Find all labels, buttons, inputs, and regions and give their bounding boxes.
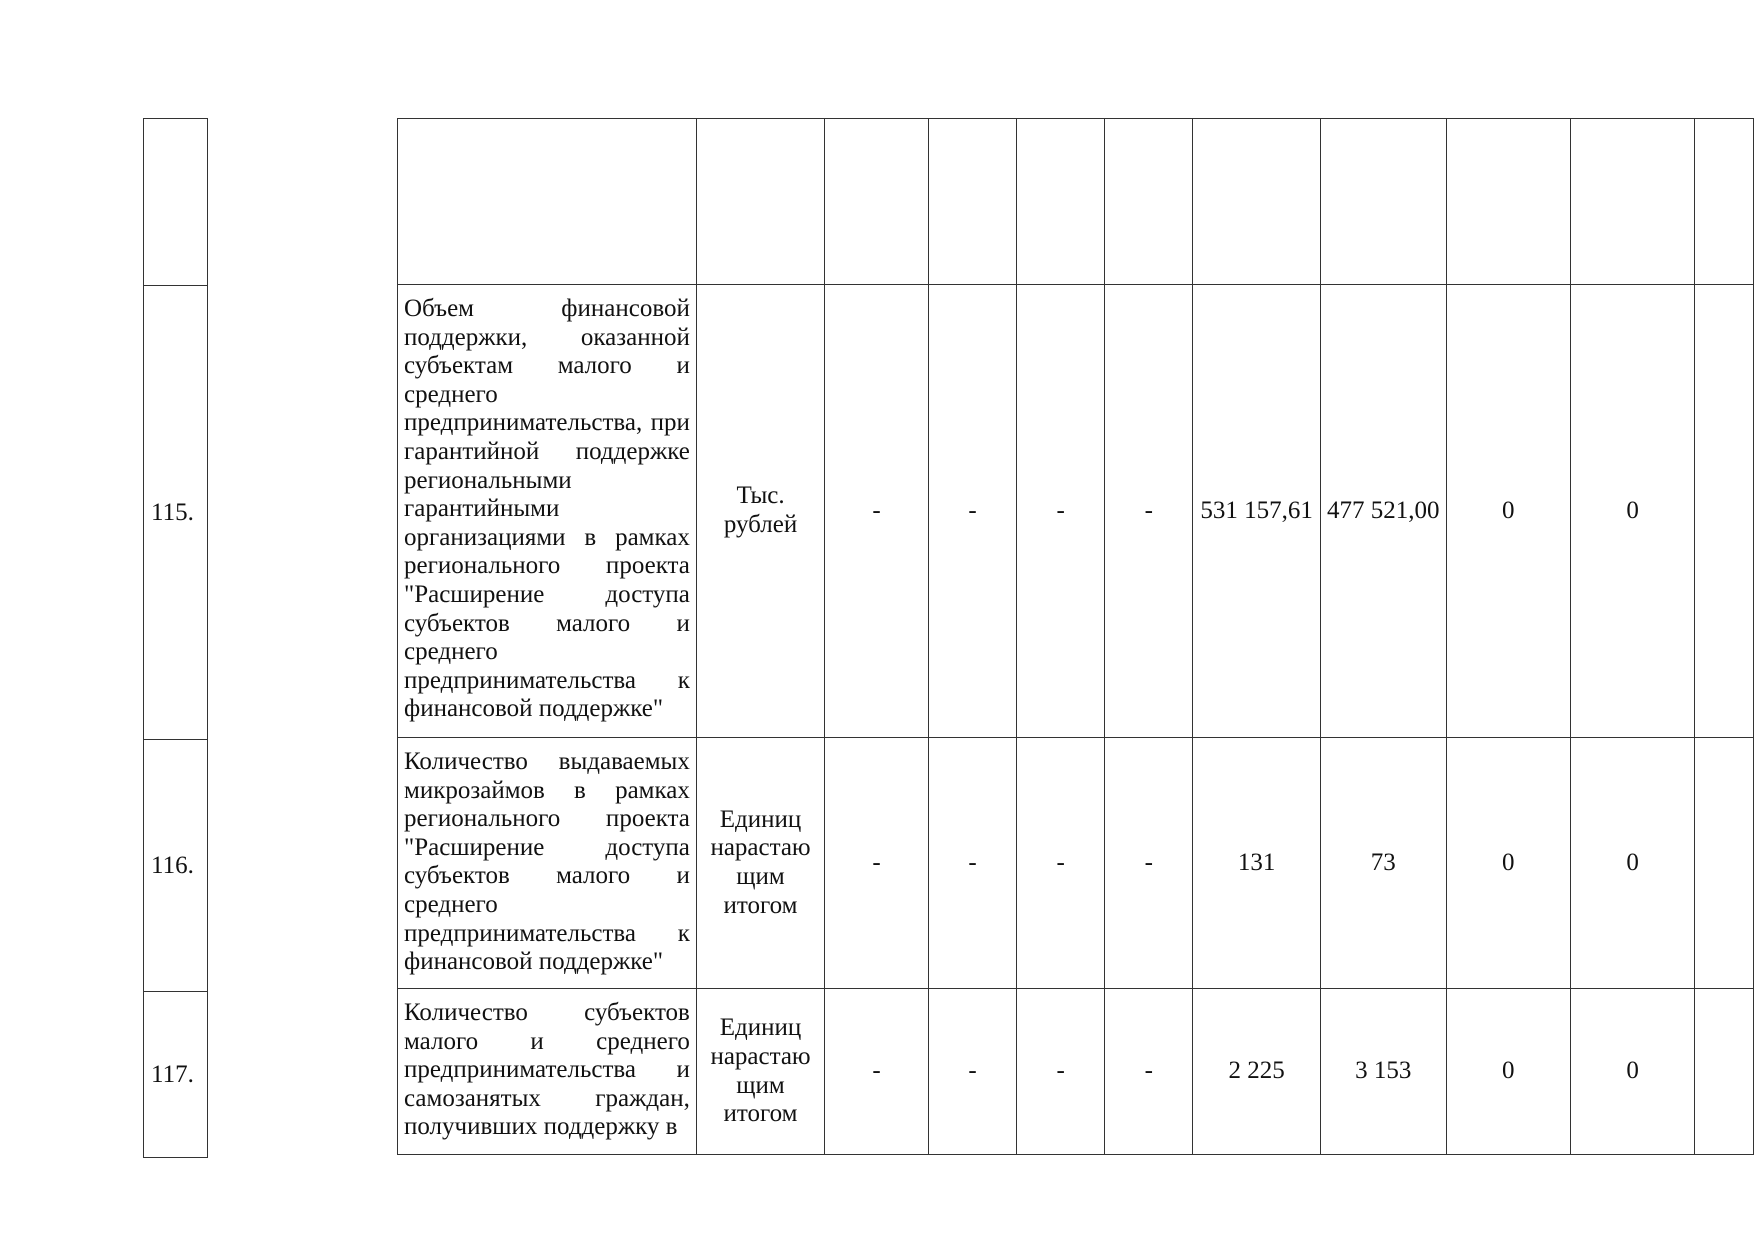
row-number-header-cell xyxy=(144,119,208,286)
table-row xyxy=(398,738,1754,989)
value-cell xyxy=(1695,989,1754,1155)
value-cell: - xyxy=(928,738,1016,989)
header-cell xyxy=(696,119,824,285)
value-cell: - xyxy=(1105,738,1193,989)
header-cell xyxy=(1105,119,1193,285)
header-cell xyxy=(1695,119,1754,285)
unit-cell: Тыс. рублей xyxy=(696,285,824,738)
table-row xyxy=(144,992,208,1158)
table-row xyxy=(144,286,208,740)
unit-cell: Единиц нарастаю щим итогом xyxy=(696,989,824,1155)
description-text: Количество субъектов малого и среднего предпринимательства и самозанятых граждан, получивших поддержку в xyxy=(404,999,690,1141)
description-cell xyxy=(398,738,697,989)
value-cell: 0 xyxy=(1446,738,1570,989)
value-cell: 0 xyxy=(1446,989,1570,1155)
value-cell: - xyxy=(1017,989,1105,1155)
value-cell: 0 xyxy=(1570,989,1694,1155)
table-row xyxy=(398,285,1754,738)
header-cell xyxy=(825,119,929,285)
value-cell: - xyxy=(1105,285,1193,738)
header-cell xyxy=(398,119,697,285)
table-row xyxy=(144,740,208,992)
value-cell: - xyxy=(1017,738,1105,989)
value-cell: 73 xyxy=(1320,738,1446,989)
value-cell xyxy=(1695,285,1754,738)
indicators-table xyxy=(397,118,1754,1155)
row-number-cell: 115. xyxy=(144,286,208,740)
header-cell xyxy=(1570,119,1694,285)
value-cell: 0 xyxy=(1570,738,1694,989)
row-number-cell: 117. xyxy=(144,992,208,1158)
header-cell xyxy=(1320,119,1446,285)
value-cell: - xyxy=(928,989,1016,1155)
value-cell xyxy=(1695,738,1754,989)
value-cell: - xyxy=(825,738,929,989)
value-cell: - xyxy=(1017,285,1105,738)
header-cell xyxy=(928,119,1016,285)
row-number-cell: 116. xyxy=(144,740,208,992)
row-number-table xyxy=(143,118,208,1158)
value-cell: 3 153 xyxy=(1320,989,1446,1155)
table-row xyxy=(398,989,1754,1155)
header-cell xyxy=(1193,119,1321,285)
table-header-row xyxy=(398,119,1754,285)
row-number-header xyxy=(144,119,208,286)
value-cell: 0 xyxy=(1570,285,1694,738)
unit-cell: Единиц нарастаю щим итогом xyxy=(696,738,824,989)
header-cell xyxy=(1446,119,1570,285)
value-cell: 477 521,00 xyxy=(1320,285,1446,738)
value-cell: 0 xyxy=(1446,285,1570,738)
value-cell: - xyxy=(825,989,929,1155)
description-cell xyxy=(398,989,697,1155)
description-cell xyxy=(398,285,697,738)
value-cell: 131 xyxy=(1193,738,1321,989)
value-cell: - xyxy=(825,285,929,738)
value-cell: - xyxy=(1105,989,1193,1155)
value-cell: 531 157,61 xyxy=(1193,285,1321,738)
description-text: Объем финансовой поддержки, оказанной субъектам малого и среднего предпринимательства, при гарантийной поддержке региональными гарантийными организациями в рамках регионального проекта "Расширение доступа субъектов малого и среднего предпринимательства к финансовой поддержке" xyxy=(404,295,690,723)
description-text: Количество выдаваемых микрозаймов в рамках регионального проекта "Расширение доступа субъектов малого и среднего предпринимательства к финансовой поддержке" xyxy=(404,748,690,976)
value-cell: 2 225 xyxy=(1193,989,1321,1155)
header-cell xyxy=(1017,119,1105,285)
value-cell: - xyxy=(928,285,1016,738)
